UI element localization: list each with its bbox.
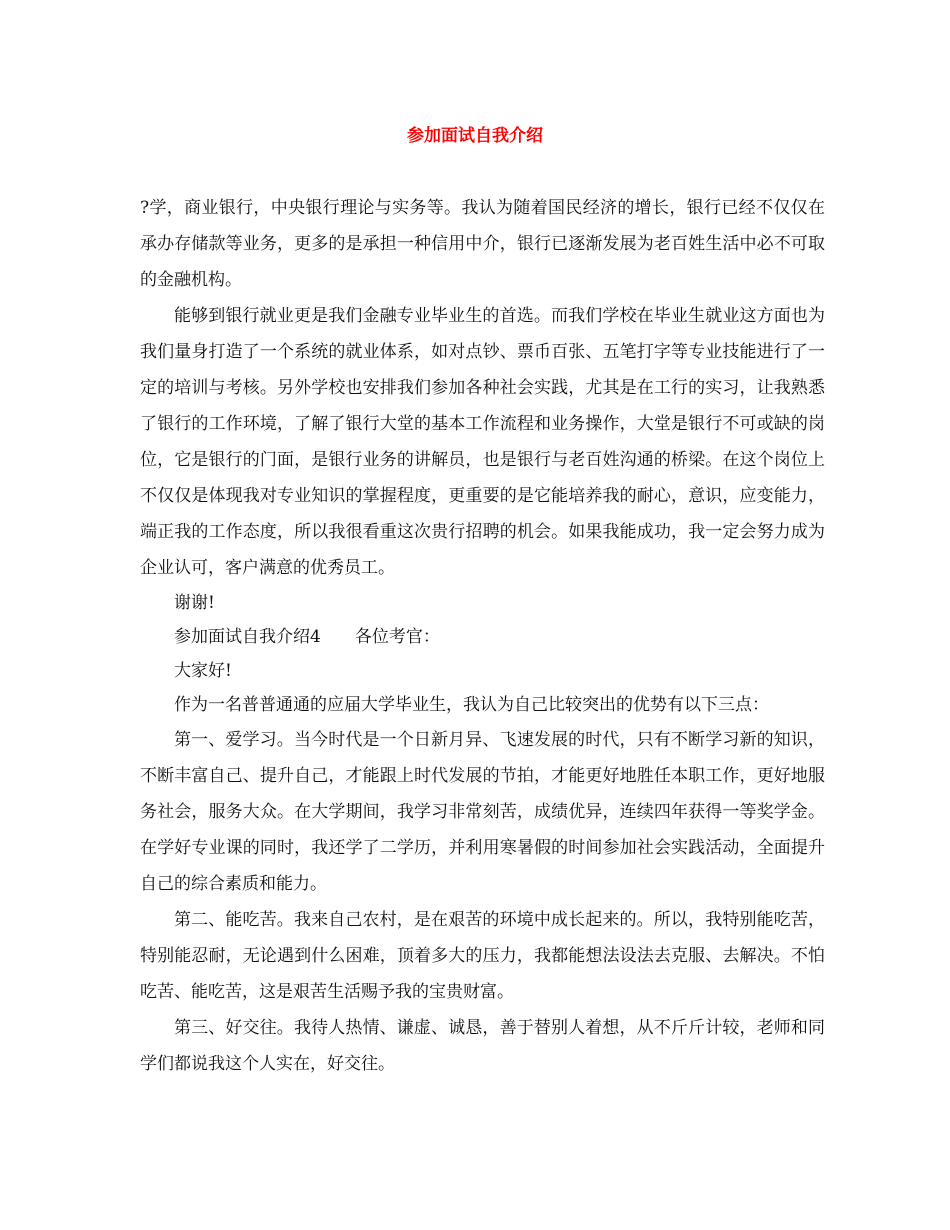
- paragraph-point-two: 第二、能吃苦。我来自己农村，是在艰苦的环境中成长起来的。所以，我特别能吃苦，特别能忍耐，无论遇到什么困难，顶着多大的压力，我都能想法设法去克服、去解决。不怕吃苦、能吃苦，这是艰苦生活赐予我的宝贵财富。: [140, 910, 825, 1002]
- paragraph-employment: 能够到银行就业更是我们金融专业毕业生的首选。而我们学校在毕业生就业这方面也为我们量身打造了一个系统的就业体系，如对点钞、票币百张、五笔打字等专业技能进行了一定的培训与考核。另外学校也安排我们参加各种社会实践，尤其是在工行的实习，让我熟悉了银行的工作环境，了解了银行大堂的基本工作流程和业务操作，大堂是银行不可或缺的岗位，它是银行的门面，是银行业务的讲解员，也是银行与老百姓沟通的桥梁。在这个岗位上不仅仅是体现我对专业知识的掌握程度，更重要的是它能培养我的耐心，意识，应变能力，端正我的工作态度，所以我很看重这次贵行招聘的机会。如果我能成功，我一定会努力成为企业认可，客户满意的优秀员工。: [140, 306, 825, 578]
- paragraph-banking-knowledge: ?学，商业银行，中央银行理论与实务等。我认为随着国民经济的增长，银行已经不仅仅在承办存储款等业务，更多的是承担一种信用中介，银行已逐渐发展为老百姓生活中必不可取的金融机构。: [140, 198, 825, 290]
- paragraph-thanks: 谢谢!: [174, 593, 215, 613]
- paragraph-point-one: 第一、爱学习。当今时代是一个日新月异、飞速发展的时代，只有不断学习新的知识，不断丰富自己、提升自己，才能跟上时代发展的节拍，才能更好地胜任本职工作，更好地服务社会，服务大众。在大学期间，我学习非常刻苦，成绩优异，连续四年获得一等奖学金。在学好专业课的同时，我还学了二学历，并利用寒暑假的时间参加社会实践活动，全面提升自己的综合素质和能力。: [140, 730, 825, 894]
- document-body: [140, 190, 825, 1082]
- paragraph-point-three: 第三、好交往。我待人热情、谦虚、诚恳，善于替别人着想，从不斤斤计较，老师和同学们都说我这个人实在，好交往。: [140, 1018, 825, 1074]
- document-title: 参加面试自我介绍: [407, 126, 543, 146]
- paragraph-intro: 作为一名普普通通的应届大学毕业生，我认为自己比较突出的优势有以下三点：: [174, 695, 769, 715]
- paragraph-section-heading: 参加面试自我介绍4 各位考官：: [174, 627, 440, 647]
- paragraph-greeting: 大家好!: [174, 661, 232, 681]
